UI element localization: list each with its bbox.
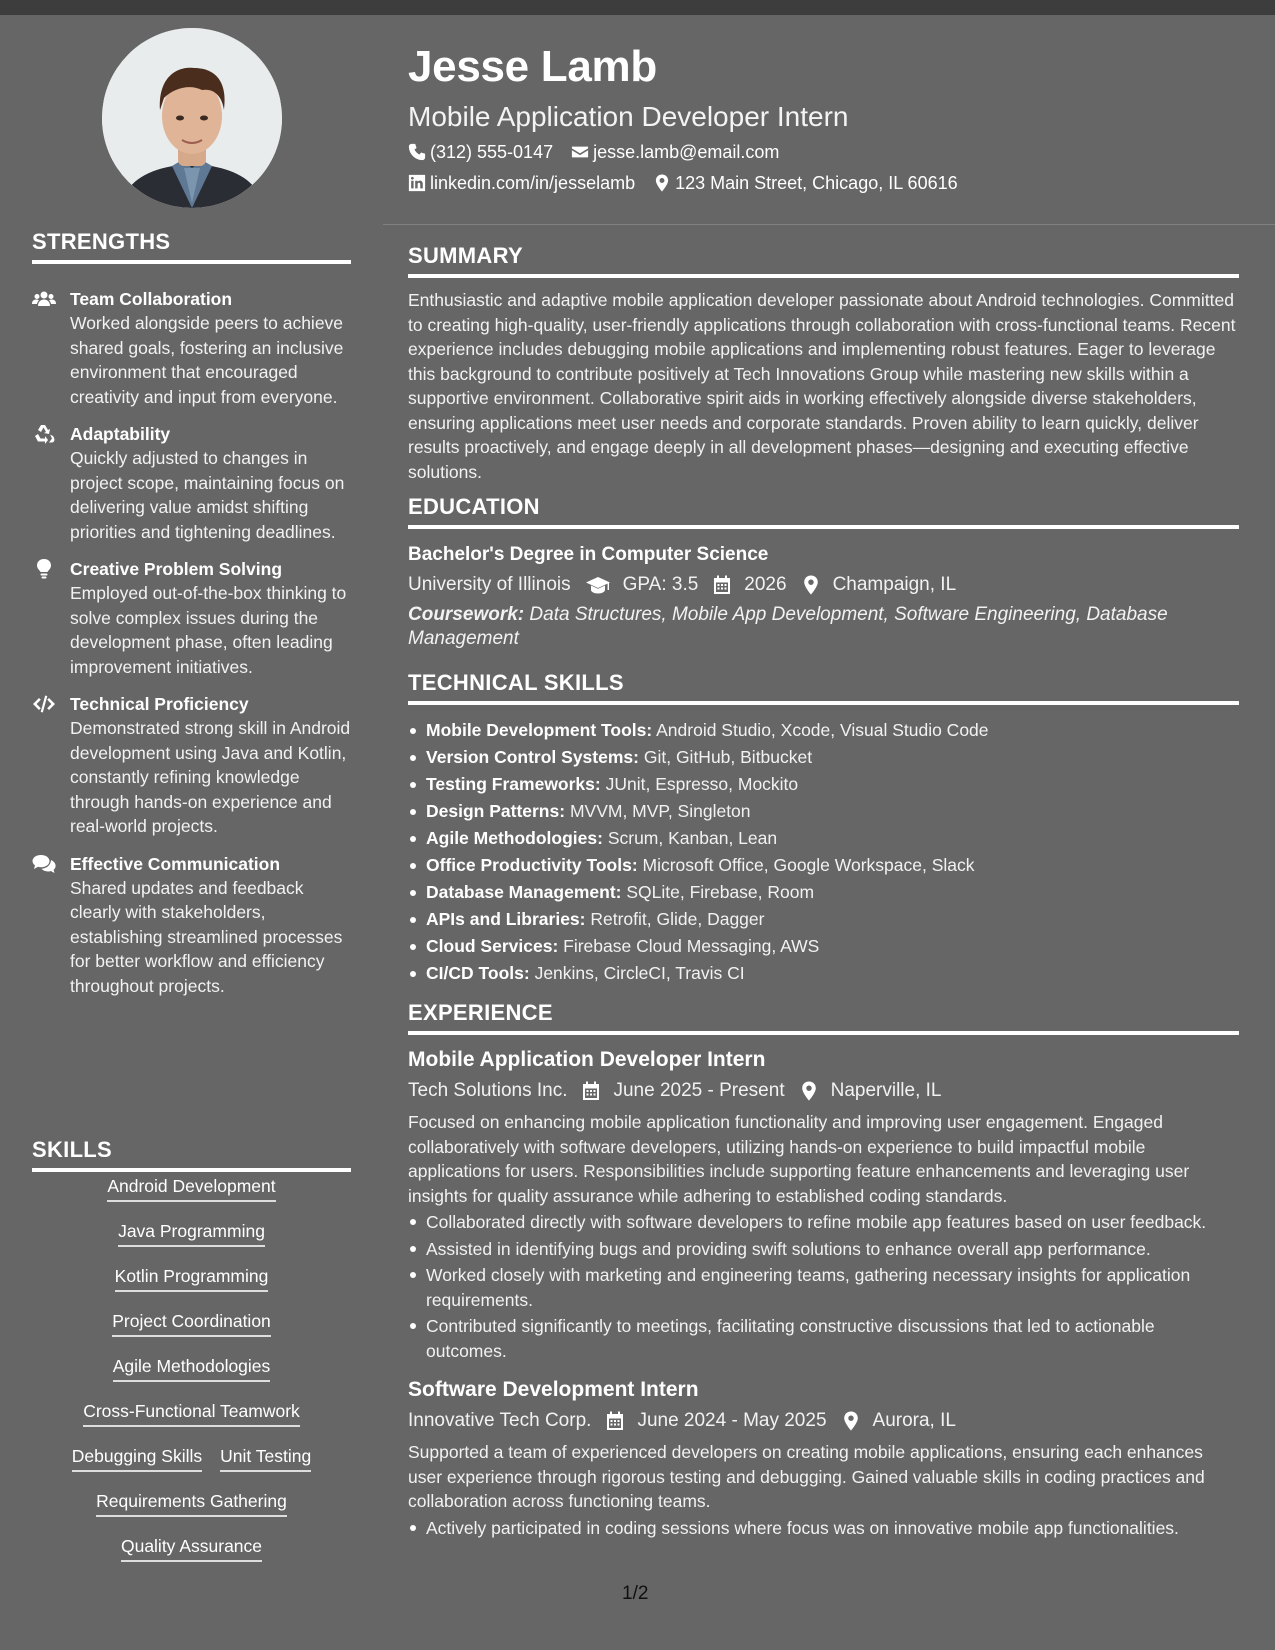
contact-row [408, 143, 1238, 161]
linkedin-link[interactable]: linkedin.com/in/jesselamb [430, 173, 636, 193]
technical-skills-heading: TECHNICAL SKILLS [408, 672, 1239, 705]
skill-tag: Quality Assurance [121, 1535, 262, 1562]
education-heading: EDUCATION [408, 496, 1239, 529]
job-entry [408, 1377, 1239, 1540]
list-item: Actively participated in coding sessions where focus was on innovative mobile app functionalities. [408, 1516, 1239, 1541]
strength-title: Technical Proficiency [70, 694, 249, 714]
job-title: Mobile Application Developer Intern [408, 1048, 766, 1071]
job-summary: Focused on enhancing mobile application functionality and improving user engagement. Engaged collaboratively with software developers, utilizing hands-on experience to build impactful mobile applications for users. Responsibilities include supporting feature enhancements and leveraging user insights for quality assurance while adhering to established coding standards. [408, 1112, 1190, 1206]
list-item: Database Management: SQLite, Firebase, Room [408, 879, 1239, 906]
list-item: Office Productivity Tools: Microsoft Office, Google Workspace, Slack [408, 852, 1239, 879]
job-summary: Supported a team of experienced developers on creating mobile applications, ensuring each enhances user experience through rigorous testing and debugging. Gained valuable skills in coding practices and collaboration across functioning teams. [408, 1442, 1205, 1511]
list-item: Assisted in identifying bugs and providing swift solutions to enhance overall app performance. [408, 1237, 1239, 1262]
header-divider [383, 224, 1275, 225]
graduation-year: 2026 [744, 574, 787, 595]
job-meta [408, 1409, 1239, 1433]
skill-tag: Project Coordination [112, 1310, 271, 1337]
map-pin-icon [653, 174, 671, 192]
summary-section [408, 245, 1239, 484]
list-item: Contributed significantly to meetings, facilitating constructive discussions that led to actionable outcomes. [408, 1314, 1239, 1363]
company-name: Tech Solutions Inc. [408, 1080, 568, 1101]
comments-icon [32, 852, 70, 999]
graduation-cap-icon [585, 575, 611, 595]
email-link[interactable]: jesse.lamb@email.com [593, 142, 780, 162]
strength-item [32, 422, 351, 544]
top-bar [0, 0, 1275, 15]
list-item: Mobile Development Tools: Android Studio, Xcode, Visual Studio Code [408, 717, 1239, 744]
job-location: Aurora, IL [872, 1410, 956, 1431]
job-dates: June 2024 - May 2025 [637, 1410, 827, 1431]
map-pin-icon [801, 575, 821, 595]
list-item: APIs and Libraries: Retrofit, Glide, Dagger [408, 906, 1239, 933]
skill-tag: Kotlin Programming [115, 1265, 269, 1292]
job-title: Software Development Intern [408, 1378, 699, 1401]
strength-title: Creative Problem Solving [70, 559, 283, 579]
strength-title: Adaptability [70, 424, 171, 444]
list-item: CI/CD Tools: Jenkins, CircleCI, Travis CI [408, 960, 1239, 987]
list-item: Version Control Systems: Git, GitHub, Bitbucket [408, 744, 1239, 771]
phone-icon [408, 143, 426, 161]
job-location: Naperville, IL [830, 1080, 942, 1101]
strengths-heading: STRENGTHS [32, 231, 351, 264]
experience-heading: EXPERIENCE [408, 1002, 1239, 1035]
strength-item [32, 692, 351, 839]
education-section [408, 496, 1239, 651]
strengths-list [32, 287, 351, 1011]
strength-title: Effective Communication [70, 853, 281, 874]
address-text: 123 Main Street, Chicago, IL 60616 [675, 173, 958, 193]
education-meta [408, 573, 1239, 597]
list-item: Agile Methodologies: Scrum, Kanban, Lean [408, 825, 1239, 852]
skill-tag: Agile Methodologies [113, 1355, 271, 1382]
strength-description: Demonstrated strong skill in Android development using Java and Kotlin, constantly refining knowledge through hands-on experience and real-world projects. [70, 718, 351, 836]
skill-tag: Unit Testing [220, 1445, 311, 1472]
school-location: Champaign, IL [832, 574, 957, 595]
phone-number[interactable]: (312) 555-0147 [430, 142, 554, 162]
coursework-label: Coursework: [408, 604, 525, 625]
job-bullets [408, 1516, 1239, 1541]
summary-heading: SUMMARY [408, 245, 1239, 278]
resume-header [408, 42, 1238, 193]
coursework [408, 603, 1239, 651]
skill-tag: Android Development [107, 1175, 275, 1202]
strength-description: Quickly adjusted to changes in project scope, maintaining focus on delivering value amidst shifting priorities and tightening deadlines. [70, 448, 345, 542]
experience-section [408, 1002, 1239, 1540]
avatar [102, 28, 282, 208]
page-indicator: 1/2 [622, 1583, 649, 1604]
resume-page [0, 15, 1275, 1650]
technical-skills-section [408, 672, 1239, 987]
strength-description: Employed out-of-the-box thinking to solve complex issues during the development phase, often leading improvement initiatives. [70, 583, 347, 677]
coursework-list: Data Structures, Mobile App Development, Software Engineering, Database Management [408, 604, 1168, 649]
envelope-icon [571, 143, 589, 161]
candidate-role: Mobile Application Developer Intern [408, 101, 849, 132]
skill-tag: Debugging Skills [72, 1445, 202, 1472]
gpa-text: GPA: 3.5 [622, 574, 699, 595]
strength-item [32, 557, 351, 679]
skill-tag: Requirements Gathering [96, 1490, 287, 1517]
strength-title: Team Collaboration [70, 289, 233, 309]
candidate-name: Jesse Lamb [408, 42, 657, 91]
map-pin-icon [799, 1081, 819, 1101]
skills-heading: SKILLS [32, 1139, 351, 1172]
calendar-icon [605, 1411, 625, 1431]
map-pin-icon [841, 1411, 861, 1431]
list-item: Collaborated directly with software developers to refine mobile app features based on user feedback. [408, 1210, 1239, 1235]
calendar-icon [712, 575, 732, 595]
lightbulb-icon [32, 557, 70, 679]
linkedin-icon [408, 174, 426, 192]
list-item: Worked closely with marketing and engineering teams, gathering necessary insights for application requirements. [408, 1263, 1239, 1312]
code-icon [32, 692, 70, 839]
skill-tag: Cross-Functional Teamwork [83, 1400, 300, 1427]
contact-row [408, 174, 1238, 192]
list-item: Testing Frameworks: JUnit, Espresso, Mockito [408, 771, 1239, 798]
calendar-icon [581, 1081, 601, 1101]
users-icon [32, 287, 70, 409]
job-meta [408, 1079, 1239, 1103]
skill-tag: Java Programming [118, 1220, 265, 1247]
degree-title: Bachelor's Degree in Computer Science [408, 544, 769, 565]
strength-item [32, 287, 351, 409]
strength-description: Shared updates and feedback clearly with stakeholders, establishing streamlined processes for better workflow and efficiency throughout projects. [70, 877, 343, 996]
recycle-icon [32, 422, 70, 544]
list-item: Design Patterns: MVVM, MVP, Singleton [408, 798, 1239, 825]
skills-list [32, 1175, 351, 1580]
summary-text: Enthusiastic and adaptive mobile application developer passionate about Android technologies. Committed to creating high-quality, user-friendly applications through collaboration with cross-functional teams. Recent experience includes debugging mobile applications and implementing robust features. Eager to leverage this background to contribute positively at Tech Innovations Group while mastering new skills within a supportive environment. Collaborative spirit aids in working effectively alongside diverse stakeholders, ensuring applications meet user needs and corporate standards. Proven ability to learn quickly, deliver results proactively, and engage deeply in all development phases—designing and executing effective solutions. [408, 290, 1236, 482]
strength-description: Worked alongside peers to achieve shared goals, fostering an inclusive environment that encouraged creativity and input from everyone. [70, 313, 344, 407]
job-dates: June 2025 - Present [613, 1080, 785, 1101]
technical-skills-list [408, 717, 1239, 987]
profile-photo [102, 28, 282, 208]
strength-item [32, 852, 351, 999]
school-name: University of Illinois [408, 574, 571, 595]
list-item: Cloud Services: Firebase Cloud Messaging, AWS [408, 933, 1239, 960]
company-name: Innovative Tech Corp. [408, 1410, 592, 1431]
job-entry [408, 1047, 1239, 1363]
job-bullets [408, 1210, 1239, 1363]
